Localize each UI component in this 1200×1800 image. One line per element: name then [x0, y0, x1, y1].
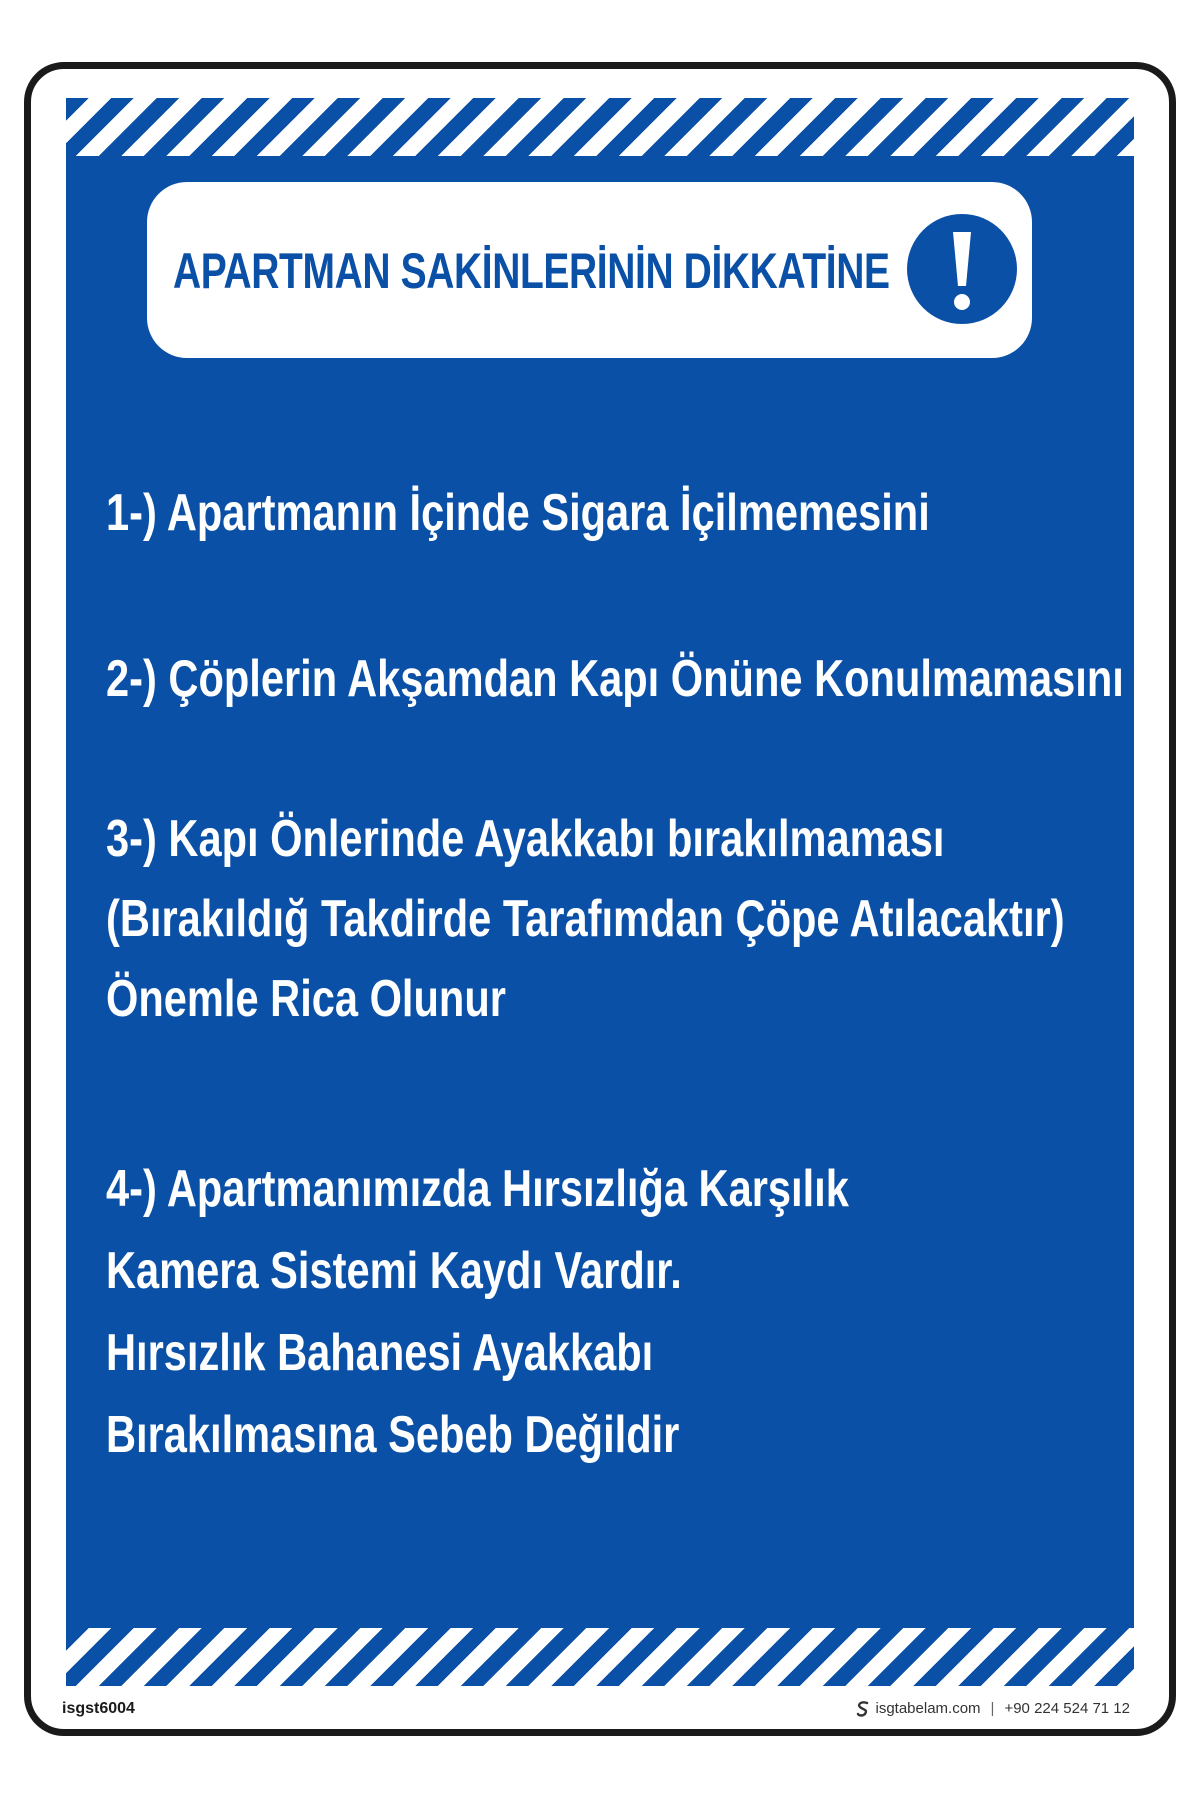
- rule-1-line-1: 1-) Apartmanın İçinde Sigara İçilmemesini: [106, 484, 930, 542]
- rule-2-line-1: 2-) Çöplerin Akşamdan Kapı Önüne Konulmamasını: [106, 650, 1124, 708]
- sign-panel: [66, 98, 1134, 1686]
- rule-4-line-4: Bırakılmasına Sebeb Değildir: [106, 1406, 680, 1464]
- phone-number[interactable]: +90 224 524 71 12: [1004, 1700, 1130, 1717]
- rule-4-line-2: Kamera Sistemi Kaydı Vardır.: [106, 1242, 682, 1300]
- rule-3-line-2: (Bırakıldığ Takdirde Tarafımdan Çöpe Atılacaktır): [106, 890, 1065, 948]
- rule-4-line-1: 4-) Apartmanımızda Hırsızlığa Karşılık: [106, 1160, 849, 1218]
- hazard-stripe-bottom: [66, 1628, 1134, 1686]
- rule-3-line-1: 3-) Kapı Önlerinde Ayakkabı bırakılmaması: [106, 810, 945, 868]
- sign-title: APARTMAN SAKİNLERİNİN DİKKATİNE: [173, 243, 890, 299]
- footer-divider: |: [990, 1700, 995, 1717]
- rule-3-line-3: Önemle Rica Olunur: [106, 970, 506, 1028]
- hazard-stripe-top: [66, 98, 1134, 156]
- website-link[interactable]: isgtabelam.com: [875, 1700, 981, 1717]
- product-code: isgst6004: [62, 1700, 135, 1717]
- exclamation-circle-icon: [905, 212, 1019, 326]
- header-box: [147, 182, 1032, 358]
- brand-s-icon: [856, 1701, 870, 1717]
- footer-contact: [856, 1700, 1131, 1717]
- rule-4-line-3: Hırsızlık Bahanesi Ayakkabı: [106, 1324, 654, 1382]
